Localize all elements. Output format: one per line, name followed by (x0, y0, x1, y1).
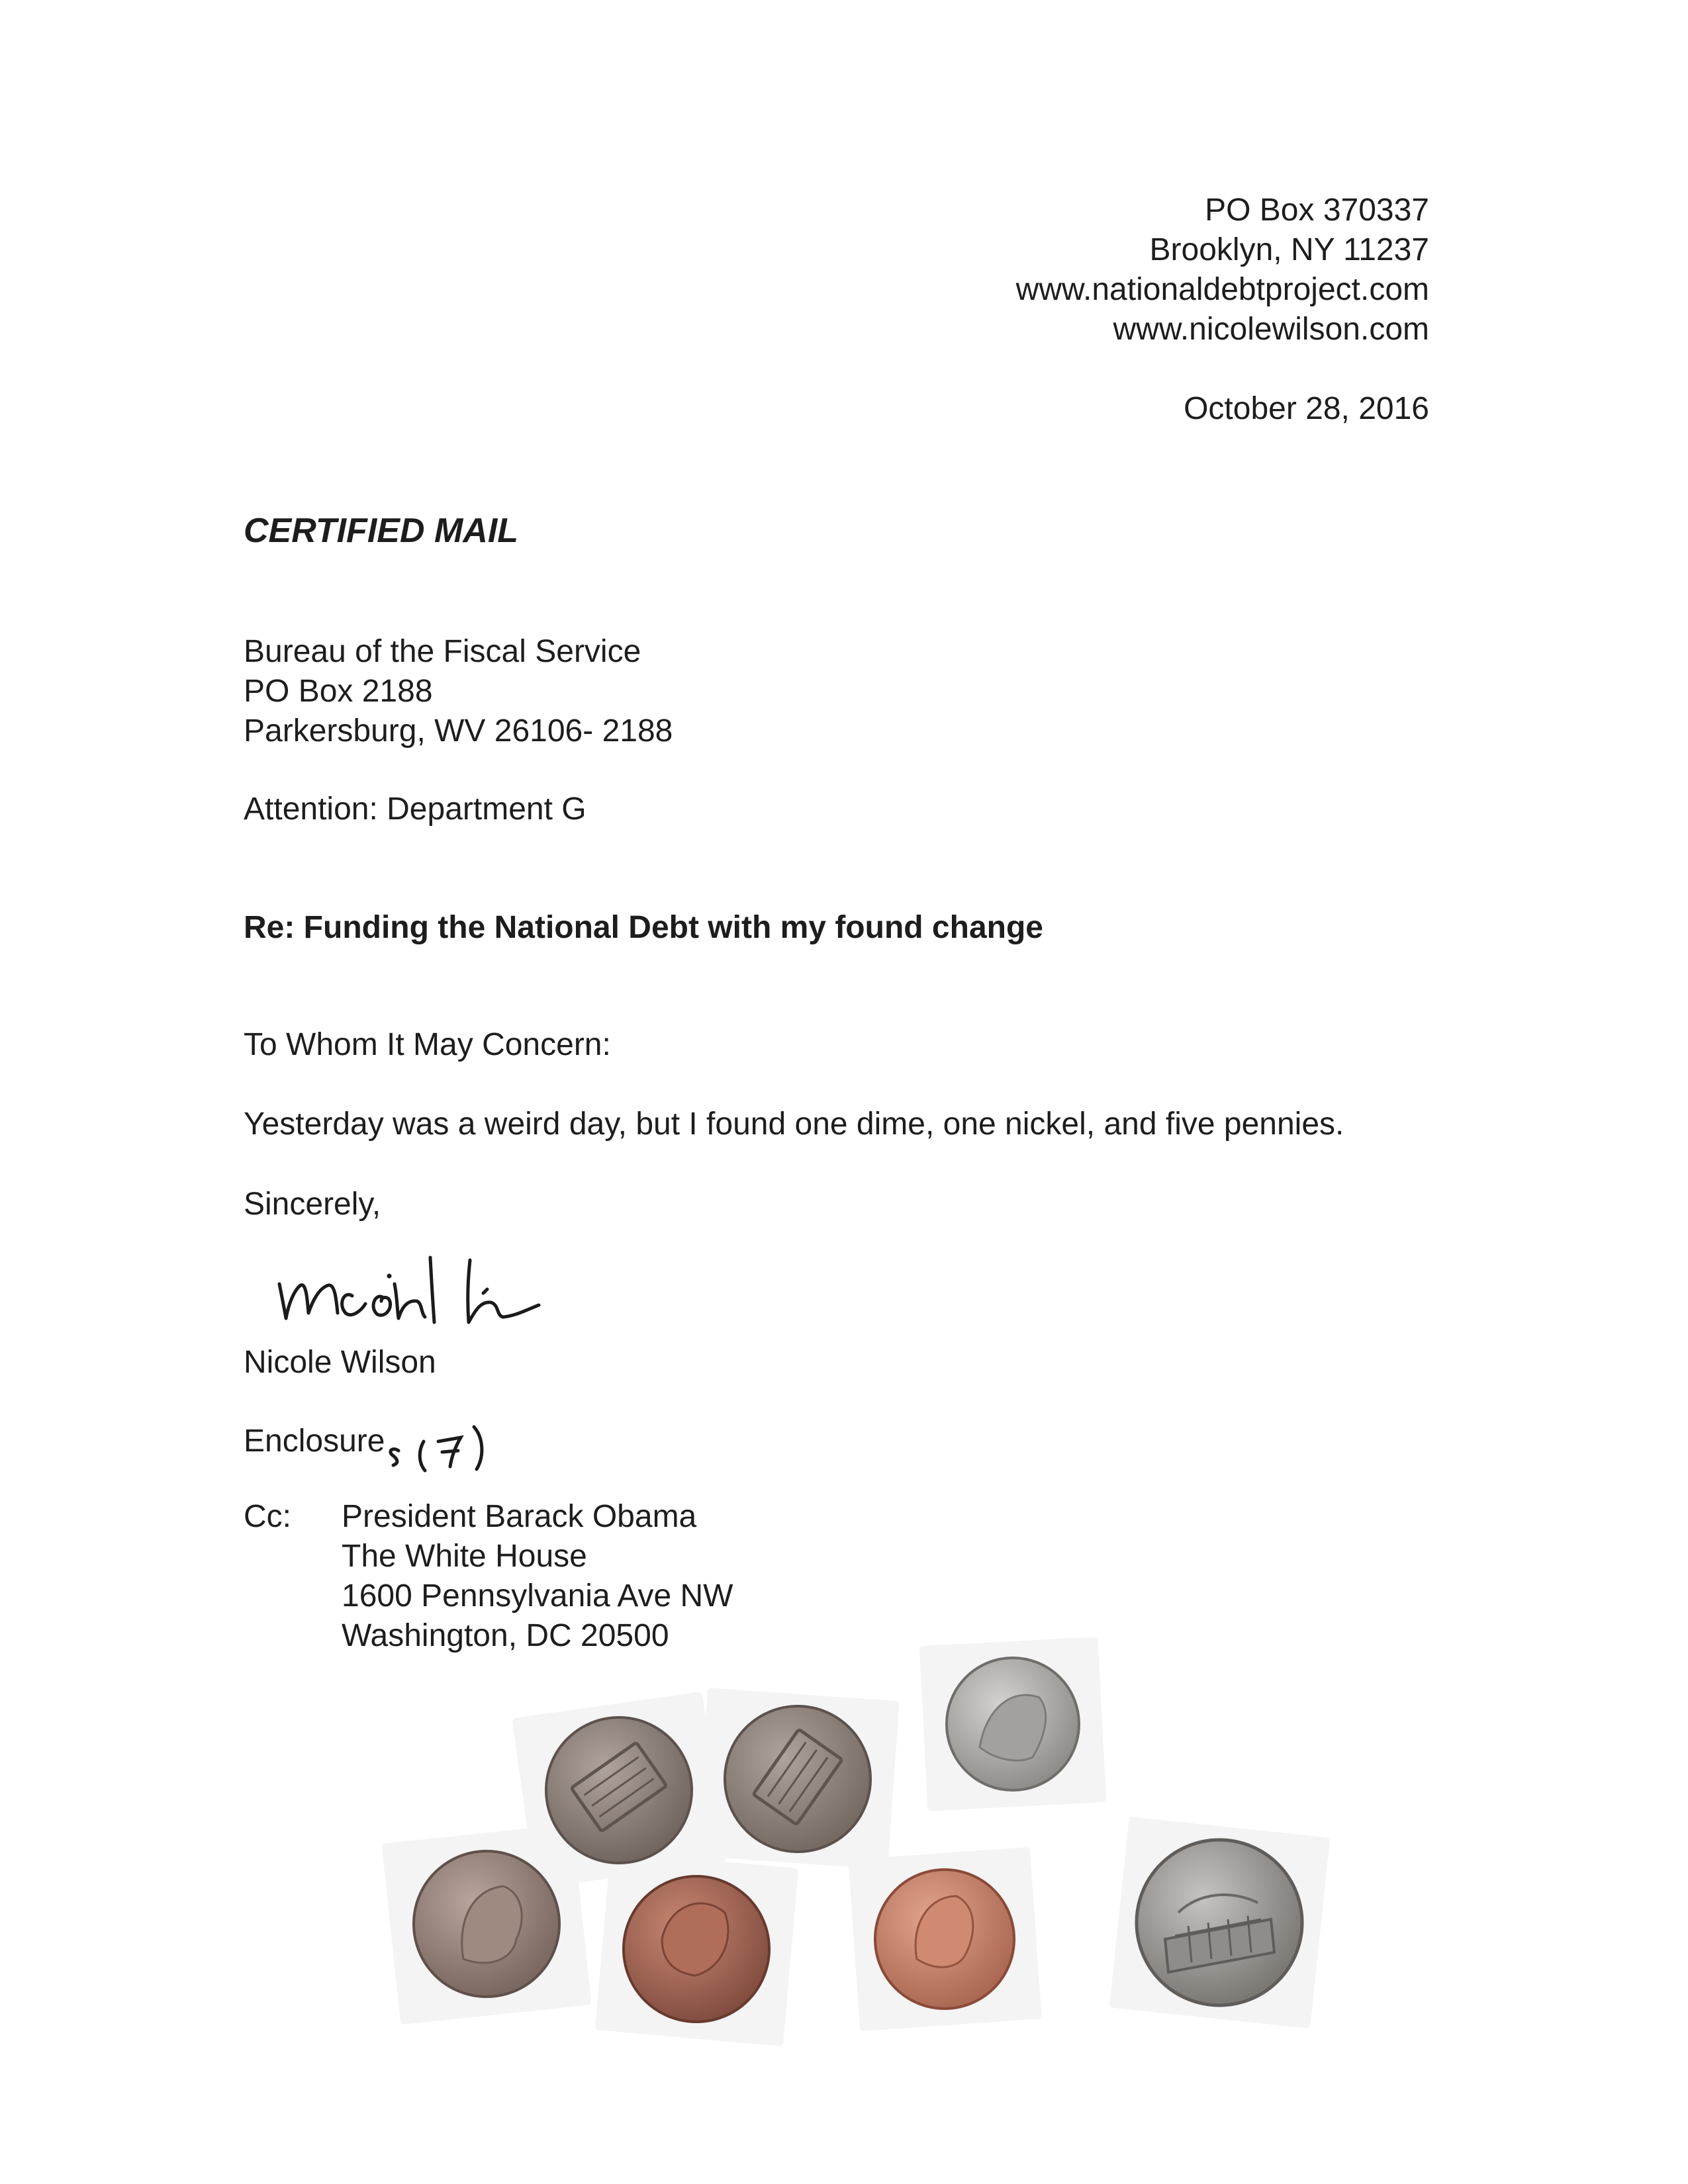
letter-body: Yesterday was a weird day, but I found one dime, one nickel, and five pennies. (244, 1107, 1344, 1142)
signer-name: Nicole Wilson (244, 1345, 436, 1380)
penny-obverse-icon (624, 1876, 769, 2022)
dime-obverse-icon (947, 1658, 1079, 1790)
closing: Sincerely, (244, 1187, 381, 1222)
sender-po-box: PO Box 370337 (1205, 193, 1429, 228)
sender-website-national-debt: www.nationaldebtproject.com (1015, 272, 1429, 307)
cc-label: Cc: (244, 1499, 291, 1534)
sender-website-personal: www.nicolewilson.com (1113, 312, 1429, 347)
cc-address-line1: The White House (342, 1539, 587, 1574)
subject-line: Re: Funding the National Debt with my found change (244, 910, 1043, 945)
cc-address-line2: 1600 Pennsylvania Ave NW (342, 1578, 733, 1614)
sender-city: Brooklyn, NY 11237 (1149, 232, 1429, 267)
cc-name: President Barack Obama (342, 1499, 697, 1534)
recipient-city: Parkersburg, WV 26106- 2188 (244, 713, 673, 749)
penny-obverse-icon (414, 1851, 559, 1997)
enclosures-label: Enclosure (244, 1424, 385, 1459)
penny-reverse-icon (546, 1717, 692, 1863)
delivery-method: CERTIFIED MAIL (244, 512, 519, 550)
nickel-reverse-icon (1137, 1840, 1302, 2005)
attention-line: Attention: Department G (244, 792, 586, 827)
cc-address-line3: Washington, DC 20500 (342, 1618, 669, 1653)
penny-obverse-icon (875, 1870, 1014, 2009)
recipient-po-box: PO Box 2188 (244, 674, 433, 709)
recipient-name: Bureau of the Fiscal Service (244, 634, 641, 669)
salutation: To Whom It May Concern: (244, 1027, 611, 1062)
penny-reverse-icon (725, 1706, 870, 1852)
letter-date: October 28, 2016 (1184, 391, 1429, 426)
